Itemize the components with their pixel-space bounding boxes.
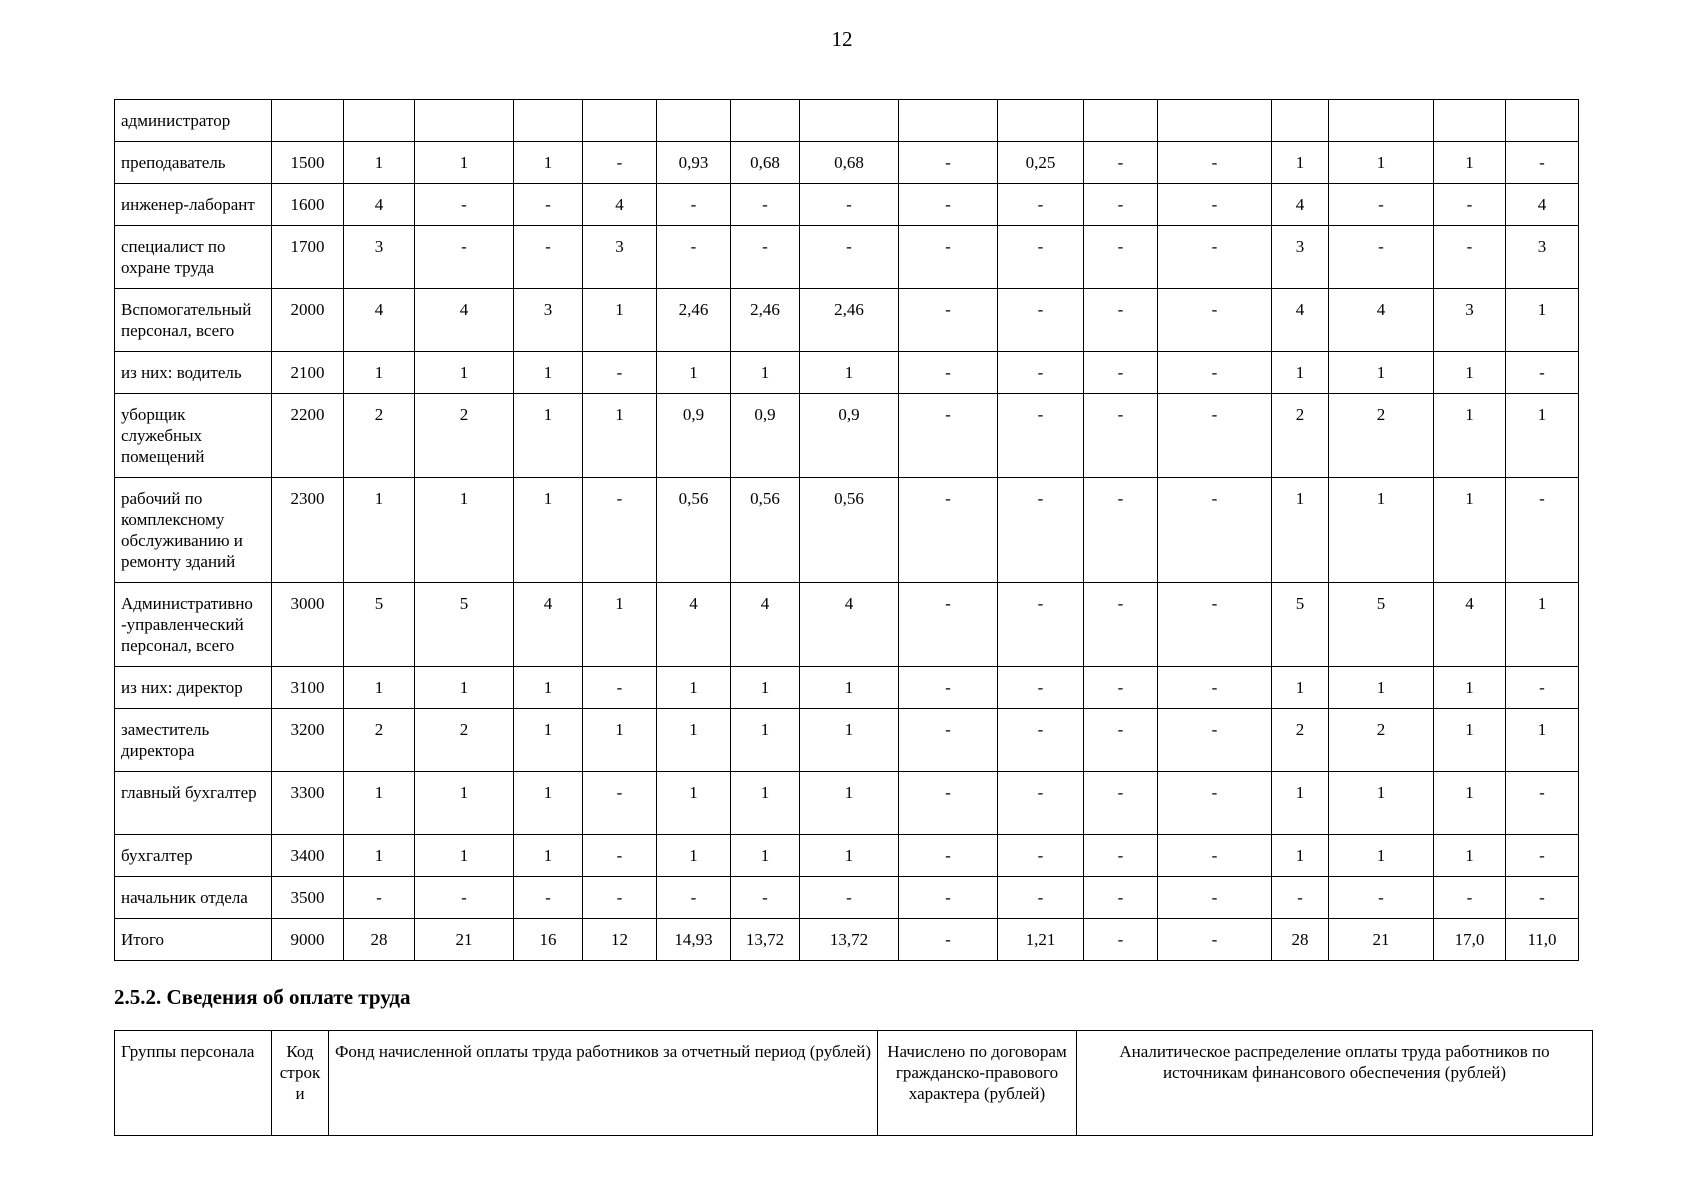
value-cell: 2 — [1329, 709, 1434, 772]
value-cell: 28 — [344, 919, 415, 961]
value-cell: 1 — [1329, 835, 1434, 877]
value-cell: - — [998, 394, 1084, 478]
value-cell: - — [583, 877, 657, 919]
value-cell: 1 — [344, 667, 415, 709]
value-cell: - — [1158, 226, 1272, 289]
value-cell: 2 — [1272, 709, 1329, 772]
value-cell: 2,46 — [731, 289, 800, 352]
table-row — [115, 184, 1579, 226]
value-cell: 1 — [514, 667, 583, 709]
value-cell: 1 — [344, 835, 415, 877]
value-cell: - — [1506, 877, 1579, 919]
value-cell: - — [583, 835, 657, 877]
header-payroll-fund: Фонд начисленной оплаты труда работников за отчетный период (рублей) — [329, 1031, 878, 1136]
table-row — [115, 352, 1579, 394]
value-cell: 2200 — [272, 394, 344, 478]
value-cell: - — [657, 877, 731, 919]
row-label-cell: заместитель директора — [115, 709, 272, 772]
value-cell: - — [899, 877, 998, 919]
value-cell: 1 — [1272, 478, 1329, 583]
table-row — [115, 877, 1579, 919]
staff-table — [114, 99, 1579, 961]
value-cell: - — [1158, 394, 1272, 478]
row-label-cell: начальник отдела — [115, 877, 272, 919]
value-cell: - — [899, 667, 998, 709]
value-cell — [998, 100, 1084, 142]
header-row-code: Код строк и — [272, 1031, 329, 1136]
value-cell: 28 — [1272, 919, 1329, 961]
value-cell: 3500 — [272, 877, 344, 919]
value-cell: 1 — [1434, 352, 1506, 394]
table-row — [115, 835, 1579, 877]
value-cell — [415, 100, 514, 142]
value-cell: - — [998, 583, 1084, 667]
value-cell: - — [1158, 835, 1272, 877]
value-cell: - — [583, 478, 657, 583]
value-cell: 0,9 — [731, 394, 800, 478]
value-cell: 14,93 — [657, 919, 731, 961]
value-cell: 1 — [1329, 667, 1434, 709]
row-label-cell: из них: директор — [115, 667, 272, 709]
value-cell: 1 — [344, 772, 415, 835]
value-cell: 1 — [1434, 394, 1506, 478]
value-cell: - — [1158, 142, 1272, 184]
value-cell: 4 — [1272, 289, 1329, 352]
value-cell: 2,46 — [657, 289, 731, 352]
value-cell: 2300 — [272, 478, 344, 583]
value-cell: 0,9 — [657, 394, 731, 478]
header-civil-contracts: Начислено по договорам гражданско-правового характера (рублей) — [878, 1031, 1077, 1136]
value-cell: - — [1506, 352, 1579, 394]
pay-table — [114, 1030, 1593, 1136]
value-cell: 1700 — [272, 226, 344, 289]
value-cell: 1 — [657, 772, 731, 835]
page-number: 12 — [831, 27, 853, 51]
value-cell — [1329, 100, 1434, 142]
value-cell: 11,0 — [1506, 919, 1579, 961]
row-label-cell: рабочий по комплексному обслуживанию и ремонту зданий — [115, 478, 272, 583]
value-cell: 1 — [800, 352, 899, 394]
value-cell: 3400 — [272, 835, 344, 877]
value-cell: - — [731, 877, 800, 919]
value-cell: - — [1158, 709, 1272, 772]
value-cell: - — [899, 394, 998, 478]
value-cell: 1 — [514, 709, 583, 772]
row-label-cell: главный бухгалтер — [115, 772, 272, 835]
table-row — [115, 394, 1579, 478]
value-cell: - — [899, 478, 998, 583]
value-cell: 3000 — [272, 583, 344, 667]
pay-table-header-row — [115, 1031, 1593, 1136]
value-cell: - — [657, 226, 731, 289]
value-cell: 1 — [800, 835, 899, 877]
value-cell: 16 — [514, 919, 583, 961]
value-cell: - — [899, 184, 998, 226]
value-cell: - — [583, 352, 657, 394]
value-cell: 3300 — [272, 772, 344, 835]
value-cell: 1 — [800, 667, 899, 709]
value-cell — [731, 100, 800, 142]
value-cell: 4 — [1272, 184, 1329, 226]
value-cell — [800, 100, 899, 142]
value-cell: - — [514, 184, 583, 226]
value-cell: - — [1084, 667, 1158, 709]
value-cell: 3 — [1272, 226, 1329, 289]
value-cell: - — [415, 184, 514, 226]
value-cell: - — [1158, 289, 1272, 352]
table-row — [115, 100, 1579, 142]
value-cell: - — [1084, 352, 1158, 394]
value-cell: - — [1084, 709, 1158, 772]
value-cell: 1 — [1506, 289, 1579, 352]
row-label-cell: Административно -управленческий персонал, всего — [115, 583, 272, 667]
value-cell: - — [657, 184, 731, 226]
value-cell: - — [1506, 142, 1579, 184]
value-cell: 1 — [1329, 142, 1434, 184]
value-cell: 5 — [1272, 583, 1329, 667]
value-cell: - — [583, 772, 657, 835]
table-row — [115, 289, 1579, 352]
value-cell: - — [344, 877, 415, 919]
value-cell — [583, 100, 657, 142]
value-cell: 2100 — [272, 352, 344, 394]
value-cell: - — [1329, 226, 1434, 289]
value-cell: 1 — [1434, 772, 1506, 835]
value-cell: 4 — [583, 184, 657, 226]
value-cell: 0,56 — [800, 478, 899, 583]
value-cell: 1 — [731, 352, 800, 394]
value-cell: - — [899, 919, 998, 961]
value-cell: 1 — [1434, 478, 1506, 583]
value-cell: - — [800, 226, 899, 289]
value-cell: - — [998, 667, 1084, 709]
value-cell: 1 — [800, 772, 899, 835]
table-row — [115, 772, 1579, 835]
value-cell: - — [1084, 142, 1158, 184]
value-cell: - — [1158, 877, 1272, 919]
value-cell — [514, 100, 583, 142]
value-cell — [344, 100, 415, 142]
value-cell: - — [415, 877, 514, 919]
value-cell: 1 — [1272, 772, 1329, 835]
table-row — [115, 709, 1579, 772]
value-cell: 4 — [800, 583, 899, 667]
value-cell: - — [1272, 877, 1329, 919]
value-cell: 9000 — [272, 919, 344, 961]
value-cell: 0,93 — [657, 142, 731, 184]
value-cell: 3 — [344, 226, 415, 289]
value-cell: - — [1084, 772, 1158, 835]
value-cell: - — [731, 184, 800, 226]
value-cell: - — [1506, 478, 1579, 583]
value-cell: - — [1506, 667, 1579, 709]
row-label-cell: инженер-лаборант — [115, 184, 272, 226]
value-cell: 13,72 — [731, 919, 800, 961]
value-cell: 0,9 — [800, 394, 899, 478]
value-cell: 1 — [583, 289, 657, 352]
value-cell: 1 — [1434, 142, 1506, 184]
value-cell: - — [1434, 877, 1506, 919]
value-cell: - — [899, 835, 998, 877]
value-cell: 1 — [415, 772, 514, 835]
value-cell: - — [514, 877, 583, 919]
value-cell: 3100 — [272, 667, 344, 709]
value-cell: - — [1158, 478, 1272, 583]
value-cell: - — [1084, 877, 1158, 919]
value-cell: 3 — [1434, 289, 1506, 352]
value-cell: - — [998, 877, 1084, 919]
value-cell: 1 — [1506, 709, 1579, 772]
value-cell: 17,0 — [1434, 919, 1506, 961]
value-cell: - — [998, 226, 1084, 289]
value-cell: - — [1084, 919, 1158, 961]
value-cell: 1 — [657, 709, 731, 772]
value-cell: - — [800, 184, 899, 226]
value-cell: 3 — [1506, 226, 1579, 289]
value-cell: - — [1084, 835, 1158, 877]
table-row — [115, 583, 1579, 667]
value-cell: 1 — [514, 835, 583, 877]
row-label-cell: уборщик служебных помещений — [115, 394, 272, 478]
value-cell: - — [998, 835, 1084, 877]
value-cell: - — [1158, 772, 1272, 835]
value-cell: 1 — [344, 142, 415, 184]
value-cell: - — [1158, 583, 1272, 667]
value-cell: 1 — [583, 583, 657, 667]
value-cell: 4 — [731, 583, 800, 667]
value-cell: - — [899, 289, 998, 352]
value-cell: - — [899, 709, 998, 772]
value-cell: - — [1158, 352, 1272, 394]
value-cell: - — [998, 772, 1084, 835]
value-cell: 1 — [731, 835, 800, 877]
value-cell: 0,56 — [657, 478, 731, 583]
value-cell: - — [1506, 835, 1579, 877]
value-cell: 5 — [415, 583, 514, 667]
value-cell: - — [1329, 877, 1434, 919]
row-label-cell: Итого — [115, 919, 272, 961]
value-cell: 4 — [1434, 583, 1506, 667]
value-cell: 1 — [1434, 667, 1506, 709]
value-cell: 5 — [344, 583, 415, 667]
value-cell: - — [998, 352, 1084, 394]
value-cell: 1 — [415, 835, 514, 877]
value-cell: 1 — [1272, 835, 1329, 877]
value-cell: - — [1084, 226, 1158, 289]
value-cell: - — [899, 142, 998, 184]
value-cell: 1 — [1272, 667, 1329, 709]
value-cell: 1 — [514, 772, 583, 835]
header-funding-distribution: Аналитическое распределение оплаты труда работников по источникам финансового обеспечения (рублей) — [1077, 1031, 1593, 1136]
value-cell: 2 — [415, 394, 514, 478]
value-cell: - — [998, 709, 1084, 772]
value-cell: - — [998, 478, 1084, 583]
table-row — [115, 142, 1579, 184]
value-cell: 1 — [415, 142, 514, 184]
value-cell: - — [1434, 226, 1506, 289]
value-cell: 2,46 — [800, 289, 899, 352]
row-label-cell: бухгалтер — [115, 835, 272, 877]
value-cell: 1 — [1329, 478, 1434, 583]
value-cell: - — [899, 226, 998, 289]
value-cell: 1 — [1329, 772, 1434, 835]
value-cell: - — [899, 352, 998, 394]
value-cell: 1 — [731, 709, 800, 772]
value-cell: 4 — [1506, 184, 1579, 226]
value-cell: - — [1084, 394, 1158, 478]
value-cell: - — [1434, 184, 1506, 226]
value-cell: 1 — [1272, 352, 1329, 394]
value-cell: 1 — [1434, 709, 1506, 772]
table-row — [115, 226, 1579, 289]
value-cell: 1 — [731, 667, 800, 709]
value-cell: 1 — [657, 352, 731, 394]
value-cell — [899, 100, 998, 142]
value-cell: 1 — [1434, 835, 1506, 877]
value-cell: 2 — [1272, 394, 1329, 478]
value-cell: - — [800, 877, 899, 919]
value-cell: - — [514, 226, 583, 289]
value-cell: 21 — [415, 919, 514, 961]
value-cell: - — [415, 226, 514, 289]
value-cell — [1434, 100, 1506, 142]
value-cell: 0,56 — [731, 478, 800, 583]
value-cell: 3200 — [272, 709, 344, 772]
value-cell: 2000 — [272, 289, 344, 352]
value-cell: 1 — [415, 478, 514, 583]
value-cell: 1 — [415, 667, 514, 709]
value-cell: - — [1158, 667, 1272, 709]
value-cell: 1,21 — [998, 919, 1084, 961]
value-cell: - — [731, 226, 800, 289]
header-personnel-groups: Группы персонала — [115, 1031, 272, 1136]
table-row — [115, 919, 1579, 961]
value-cell: 0,68 — [731, 142, 800, 184]
value-cell: 1 — [514, 478, 583, 583]
value-cell: 1 — [583, 394, 657, 478]
value-cell: 1 — [344, 478, 415, 583]
value-cell — [1158, 100, 1272, 142]
value-cell: 2 — [415, 709, 514, 772]
value-cell: - — [998, 289, 1084, 352]
value-cell: 4 — [415, 289, 514, 352]
value-cell: - — [583, 142, 657, 184]
value-cell: 1500 — [272, 142, 344, 184]
value-cell: - — [1329, 184, 1434, 226]
value-cell: 4 — [1329, 289, 1434, 352]
table-row — [115, 667, 1579, 709]
value-cell: 4 — [657, 583, 731, 667]
row-label-cell: администратор — [115, 100, 272, 142]
value-cell: 13,72 — [800, 919, 899, 961]
value-cell: 1 — [1506, 394, 1579, 478]
value-cell: - — [1506, 772, 1579, 835]
value-cell: 1 — [1272, 142, 1329, 184]
value-cell: - — [1084, 478, 1158, 583]
value-cell: - — [1084, 583, 1158, 667]
value-cell: 3 — [514, 289, 583, 352]
row-label-cell: из них: водитель — [115, 352, 272, 394]
value-cell — [1506, 100, 1579, 142]
table-row — [115, 478, 1579, 583]
value-cell: 1600 — [272, 184, 344, 226]
value-cell: - — [1084, 289, 1158, 352]
value-cell — [1084, 100, 1158, 142]
value-cell: 21 — [1329, 919, 1434, 961]
value-cell: 3 — [583, 226, 657, 289]
value-cell: 1 — [514, 352, 583, 394]
value-cell: - — [1158, 184, 1272, 226]
value-cell — [657, 100, 731, 142]
value-cell — [272, 100, 344, 142]
value-cell: 1 — [800, 709, 899, 772]
value-cell: 1 — [514, 394, 583, 478]
value-cell: 2 — [1329, 394, 1434, 478]
value-cell: 1 — [657, 835, 731, 877]
value-cell: 2 — [344, 394, 415, 478]
value-cell: 0,68 — [800, 142, 899, 184]
row-label-cell: специалист по охране труда — [115, 226, 272, 289]
value-cell: 1 — [415, 352, 514, 394]
value-cell: - — [899, 772, 998, 835]
value-cell — [1272, 100, 1329, 142]
value-cell: - — [583, 667, 657, 709]
value-cell: - — [1084, 184, 1158, 226]
value-cell: 1 — [657, 667, 731, 709]
value-cell: 2 — [344, 709, 415, 772]
value-cell: - — [899, 583, 998, 667]
value-cell: 5 — [1329, 583, 1434, 667]
row-label-cell: Вспомогательный персонал, всего — [115, 289, 272, 352]
value-cell: 1 — [514, 142, 583, 184]
value-cell: 4 — [514, 583, 583, 667]
value-cell: 4 — [344, 289, 415, 352]
value-cell: - — [1158, 919, 1272, 961]
section-heading: 2.5.2. Сведения об оплате труда — [114, 985, 411, 1009]
row-label-cell: преподаватель — [115, 142, 272, 184]
value-cell: 1 — [344, 352, 415, 394]
value-cell: 1 — [1329, 352, 1434, 394]
value-cell: 12 — [583, 919, 657, 961]
value-cell: 1 — [583, 709, 657, 772]
value-cell: 1 — [1506, 583, 1579, 667]
value-cell: - — [998, 184, 1084, 226]
value-cell: 1 — [731, 772, 800, 835]
value-cell: 0,25 — [998, 142, 1084, 184]
value-cell: 4 — [344, 184, 415, 226]
